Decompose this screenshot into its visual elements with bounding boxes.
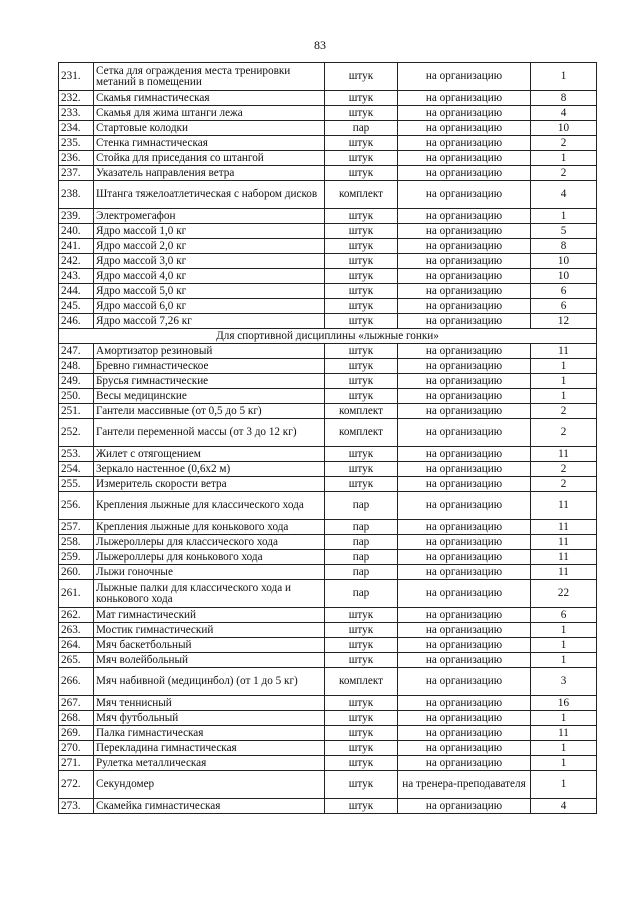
item-allocation: на организацию [398,608,531,623]
table-row [59,166,597,181]
item-allocation: на организацию [398,314,531,329]
item-quantity: 8 [531,91,597,106]
item-unit: штук [325,254,398,269]
item-number: 259. [59,550,94,565]
item-name: Скамейка гимнастическая [94,799,325,814]
item-name: Бревно гимнастическое [94,359,325,374]
item-allocation: на организацию [398,696,531,711]
item-allocation: на организацию [398,565,531,580]
item-number: 241. [59,239,94,254]
item-quantity: 1 [531,359,597,374]
item-allocation: на организацию [398,404,531,419]
item-number: 257. [59,520,94,535]
table-row [59,492,597,520]
item-name: Стойка для приседания со штангой [94,151,325,166]
item-number: 240. [59,224,94,239]
equipment-table-body [59,63,597,814]
item-name: Мяч футбольный [94,711,325,726]
item-unit: пар [325,520,398,535]
item-number: 272. [59,771,94,799]
table-row [59,799,597,814]
item-allocation: на организацию [398,91,531,106]
item-name: Палка гимнастическая [94,726,325,741]
item-name: Жилет с отягощением [94,447,325,462]
item-unit: штук [325,106,398,121]
item-name: Лыжные палки для классического хода и конькового хода [94,580,325,608]
table-row [59,404,597,419]
item-allocation: на организацию [398,389,531,404]
table-row [59,359,597,374]
item-quantity: 10 [531,269,597,284]
item-quantity: 12 [531,314,597,329]
item-allocation: на организацию [398,726,531,741]
item-name: Стенка гимнастическая [94,136,325,151]
item-number: 270. [59,741,94,756]
item-name: Крепления лыжные для классического хода [94,492,325,520]
item-number: 233. [59,106,94,121]
item-name: Ядро массой 3,0 кг [94,254,325,269]
item-name: Ядро массой 6,0 кг [94,299,325,314]
item-unit: пар [325,121,398,136]
item-name: Перекладина гимнастическая [94,741,325,756]
item-number: 249. [59,374,94,389]
item-quantity: 6 [531,608,597,623]
item-quantity: 1 [531,653,597,668]
table-row [59,181,597,209]
item-number: 268. [59,711,94,726]
item-allocation: на организацию [398,799,531,814]
item-unit: штук [325,477,398,492]
item-name: Мат гимнастический [94,608,325,623]
item-number: 273. [59,799,94,814]
table-row [59,136,597,151]
item-quantity: 4 [531,181,597,209]
item-quantity: 2 [531,136,597,151]
item-quantity: 11 [531,344,597,359]
item-unit: штук [325,299,398,314]
item-allocation: на организацию [398,711,531,726]
item-number: 252. [59,419,94,447]
item-quantity: 1 [531,711,597,726]
item-name: Брусья гимнастические [94,374,325,389]
item-number: 235. [59,136,94,151]
item-name: Стартовые колодки [94,121,325,136]
table-row [59,314,597,329]
item-unit: штук [325,224,398,239]
item-number: 253. [59,447,94,462]
item-allocation: на организацию [398,580,531,608]
item-name: Ядро массой 5,0 кг [94,284,325,299]
item-quantity: 2 [531,462,597,477]
item-allocation: на организацию [398,166,531,181]
table-row [59,239,597,254]
item-allocation: на организацию [398,63,531,91]
item-unit: штук [325,447,398,462]
item-allocation: на организацию [398,477,531,492]
item-unit: штук [325,771,398,799]
item-name: Лыжероллеры для конькового хода [94,550,325,565]
item-quantity: 6 [531,299,597,314]
item-number: 262. [59,608,94,623]
item-number: 265. [59,653,94,668]
item-quantity: 11 [531,520,597,535]
item-number: 258. [59,535,94,550]
item-unit: комплект [325,668,398,696]
table-row [59,580,597,608]
item-unit: штук [325,374,398,389]
item-unit: штук [325,284,398,299]
item-quantity: 1 [531,741,597,756]
item-allocation: на организацию [398,254,531,269]
item-unit: пар [325,580,398,608]
item-unit: штук [325,344,398,359]
table-row [59,623,597,638]
item-name: Мяч волейбольный [94,653,325,668]
item-quantity: 5 [531,224,597,239]
item-number: 254. [59,462,94,477]
item-unit: пар [325,565,398,580]
item-quantity: 11 [531,550,597,565]
table-row [59,344,597,359]
item-allocation: на организацию [398,535,531,550]
item-allocation: на организацию [398,224,531,239]
item-unit: штук [325,608,398,623]
item-allocation: на организацию [398,653,531,668]
item-allocation: на организацию [398,299,531,314]
item-allocation: на организацию [398,623,531,638]
item-quantity: 22 [531,580,597,608]
table-row [59,209,597,224]
item-number: 250. [59,389,94,404]
table-row [59,638,597,653]
table-row [59,726,597,741]
item-number: 267. [59,696,94,711]
item-allocation: на организацию [398,462,531,477]
item-number: 256. [59,492,94,520]
table-row [59,419,597,447]
item-quantity: 11 [531,565,597,580]
item-number: 244. [59,284,94,299]
item-quantity: 2 [531,419,597,447]
table-row [59,462,597,477]
item-number: 269. [59,726,94,741]
item-quantity: 11 [531,535,597,550]
item-quantity: 16 [531,696,597,711]
item-name: Ядро массой 2,0 кг [94,239,325,254]
item-number: 264. [59,638,94,653]
table-row [59,389,597,404]
section-header-row [59,329,597,344]
table-row [59,608,597,623]
item-name: Мяч теннисный [94,696,325,711]
item-number: 237. [59,166,94,181]
item-allocation: на тренера-преподавателя [398,771,531,799]
item-unit: штук [325,741,398,756]
item-number: 255. [59,477,94,492]
item-unit: комплект [325,404,398,419]
item-name: Ядро массой 1,0 кг [94,224,325,239]
item-unit: пар [325,492,398,520]
item-unit: штук [325,638,398,653]
item-allocation: на организацию [398,136,531,151]
item-name: Лыжероллеры для классического хода [94,535,325,550]
item-number: 248. [59,359,94,374]
item-allocation: на организацию [398,151,531,166]
item-allocation: на организацию [398,741,531,756]
table-row [59,284,597,299]
item-number: 260. [59,565,94,580]
section-title: Для спортивной дисциплины «лыжные гонки» [59,329,597,344]
item-quantity: 8 [531,239,597,254]
item-unit: штук [325,239,398,254]
item-allocation: на организацию [398,359,531,374]
item-unit: штук [325,696,398,711]
item-unit: штук [325,623,398,638]
item-allocation: на организацию [398,756,531,771]
item-name: Амортизатор резиновый [94,344,325,359]
item-unit: штук [325,136,398,151]
item-quantity: 1 [531,771,597,799]
item-allocation: на организацию [398,638,531,653]
item-name: Скамья гимнастическая [94,91,325,106]
item-number: 266. [59,668,94,696]
item-name: Рулетка металлическая [94,756,325,771]
item-number: 251. [59,404,94,419]
item-unit: штук [325,166,398,181]
item-quantity: 1 [531,638,597,653]
item-unit: штук [325,209,398,224]
table-row [59,696,597,711]
table-row [59,535,597,550]
item-quantity: 4 [531,799,597,814]
item-quantity: 10 [531,121,597,136]
item-name: Электромегафон [94,209,325,224]
item-unit: штук [325,653,398,668]
table-row [59,668,597,696]
item-unit: штук [325,314,398,329]
item-number: 238. [59,181,94,209]
item-quantity: 1 [531,63,597,91]
table-row [59,550,597,565]
table-row [59,374,597,389]
equipment-table [58,62,597,814]
item-name: Гантели переменной массы (от 3 до 12 кг) [94,419,325,447]
item-allocation: на организацию [398,209,531,224]
item-quantity: 6 [531,284,597,299]
item-quantity: 11 [531,447,597,462]
item-allocation: на организацию [398,520,531,535]
item-name: Мяч набивной (медицинбол) (от 1 до 5 кг) [94,668,325,696]
item-allocation: на организацию [398,550,531,565]
item-number: 245. [59,299,94,314]
item-number: 231. [59,63,94,91]
item-name: Указатель направления ветра [94,166,325,181]
item-unit: штук [325,63,398,91]
item-unit: штук [325,359,398,374]
item-number: 246. [59,314,94,329]
table-row [59,121,597,136]
item-name: Крепления лыжные для конькового хода [94,520,325,535]
item-unit: штук [325,389,398,404]
item-quantity: 2 [531,404,597,419]
item-number: 234. [59,121,94,136]
item-name: Мостик гимнастический [94,623,325,638]
item-allocation: на организацию [398,374,531,389]
item-allocation: на организацию [398,269,531,284]
table-row [59,711,597,726]
item-quantity: 11 [531,726,597,741]
item-allocation: на организацию [398,284,531,299]
table-row [59,224,597,239]
item-quantity: 1 [531,374,597,389]
item-quantity: 1 [531,623,597,638]
item-unit: штук [325,756,398,771]
table-row [59,91,597,106]
table-row [59,741,597,756]
item-name: Зеркало настенное (0,6x2 м) [94,462,325,477]
item-number: 242. [59,254,94,269]
item-name: Скамья для жима штанги лежа [94,106,325,121]
item-name: Сетка для ограждения места тренировки метаний в помещении [94,63,325,91]
item-unit: штук [325,269,398,284]
table-row [59,254,597,269]
item-name: Весы медицинские [94,389,325,404]
item-unit: штук [325,462,398,477]
item-name: Измеритель скорости ветра [94,477,325,492]
item-quantity: 11 [531,492,597,520]
item-unit: штук [325,726,398,741]
table-row [59,106,597,121]
table-row [59,299,597,314]
item-unit: штук [325,91,398,106]
item-unit: комплект [325,181,398,209]
item-allocation: на организацию [398,181,531,209]
item-allocation: на организацию [398,419,531,447]
item-name: Ядро массой 4,0 кг [94,269,325,284]
item-name: Штанга тяжелоатлетическая с набором дисков [94,181,325,209]
item-quantity: 1 [531,151,597,166]
table-row [59,151,597,166]
item-allocation: на организацию [398,447,531,462]
item-number: 236. [59,151,94,166]
table-row [59,565,597,580]
item-allocation: на организацию [398,106,531,121]
item-number: 232. [59,91,94,106]
item-unit: штук [325,799,398,814]
item-number: 239. [59,209,94,224]
item-unit: пар [325,550,398,565]
item-number: 247. [59,344,94,359]
item-name: Гантели массивные (от 0,5 до 5 кг) [94,404,325,419]
table-row [59,653,597,668]
table-row [59,269,597,284]
item-unit: штук [325,151,398,166]
item-number: 263. [59,623,94,638]
item-number: 261. [59,580,94,608]
item-unit: комплект [325,419,398,447]
item-quantity: 4 [531,106,597,121]
item-quantity: 1 [531,756,597,771]
table-row [59,771,597,799]
item-unit: пар [325,535,398,550]
item-name: Лыжи гоночные [94,565,325,580]
item-unit: штук [325,711,398,726]
table-row [59,520,597,535]
item-quantity: 2 [531,477,597,492]
item-allocation: на организацию [398,121,531,136]
item-quantity: 10 [531,254,597,269]
table-row [59,477,597,492]
item-allocation: на организацию [398,492,531,520]
item-quantity: 1 [531,389,597,404]
item-allocation: на организацию [398,668,531,696]
table-row [59,756,597,771]
item-quantity: 1 [531,209,597,224]
item-quantity: 3 [531,668,597,696]
table-row [59,447,597,462]
item-name: Ядро массой 7,26 кг [94,314,325,329]
item-allocation: на организацию [398,344,531,359]
page-number: 83 [314,38,326,52]
item-number: 243. [59,269,94,284]
item-allocation: на организацию [398,239,531,254]
item-quantity: 2 [531,166,597,181]
item-name: Секундомер [94,771,325,799]
table-row [59,63,597,91]
item-number: 271. [59,756,94,771]
item-name: Мяч баскетбольный [94,638,325,653]
